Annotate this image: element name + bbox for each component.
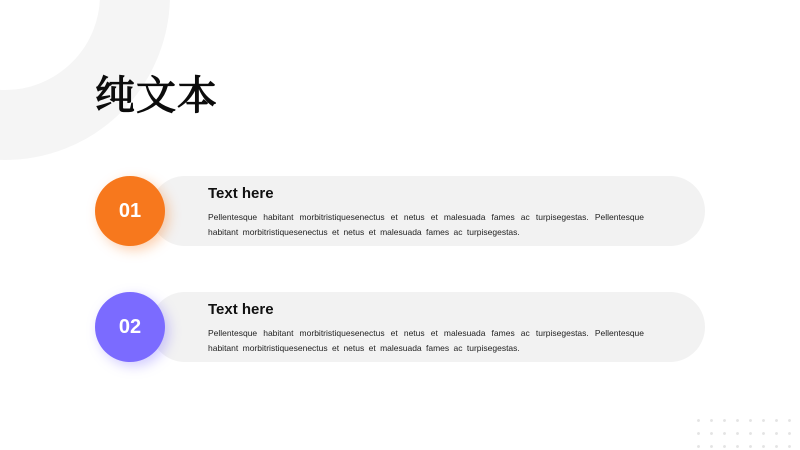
number-badge-2: 02 bbox=[95, 292, 165, 362]
dot-grid-decoration bbox=[692, 414, 792, 448]
page-title: 纯文本 bbox=[95, 74, 218, 118]
number-badge-1: 01 bbox=[95, 176, 165, 246]
text-card-1 bbox=[150, 176, 705, 246]
card-heading-1: Text here bbox=[208, 185, 274, 202]
card-body-2: Pellentesque habitant morbitristiquesenectus et netus et malesuada fames ac turpisegestas. Pellentesque habitant morbitristiquesenectus et netus et malesuada fames ac turpisegestas. bbox=[208, 328, 644, 353]
card-heading-2: Text here bbox=[208, 301, 274, 318]
card-body-1: Pellentesque habitant morbitristiquesenectus et netus et malesuada fames ac turpisegestas. Pellentesque habitant morbitristiquesenectus et netus et malesuada fames ac turpisegestas. bbox=[208, 212, 644, 237]
text-card-2 bbox=[150, 292, 705, 362]
